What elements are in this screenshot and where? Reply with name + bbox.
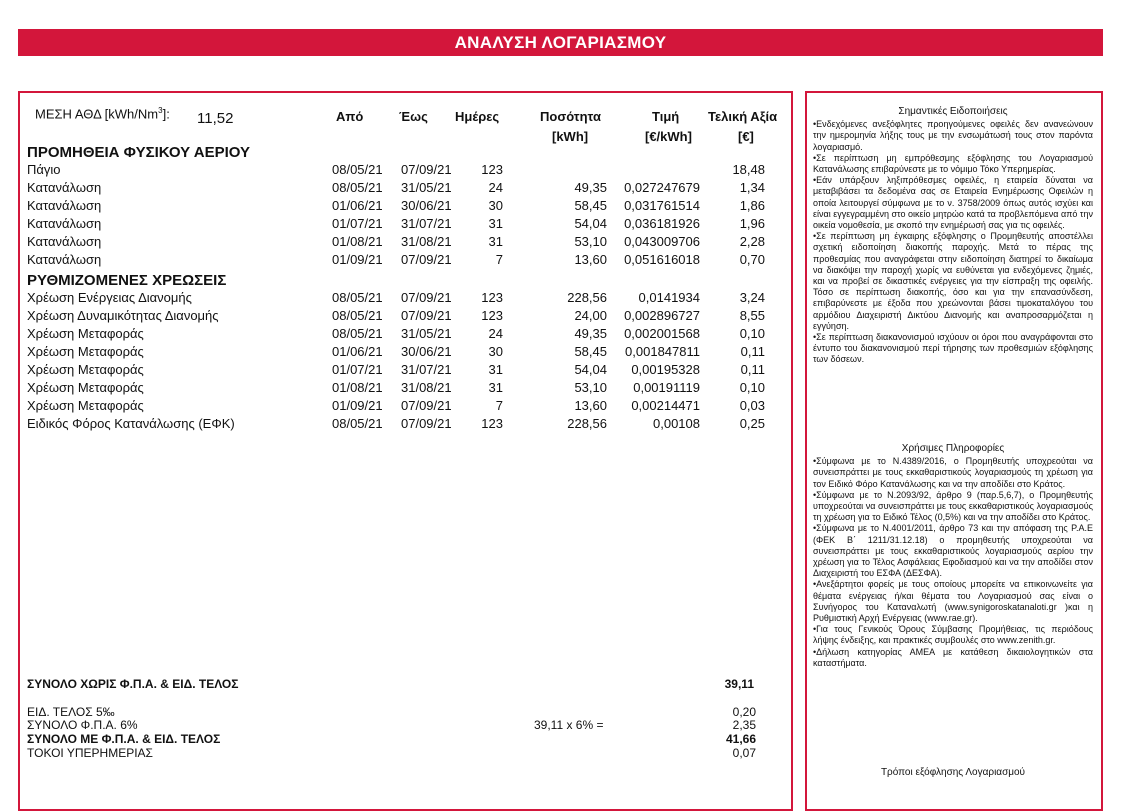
total-with-vat-value: 41,66 — [725, 732, 756, 746]
useful-info — [813, 443, 1093, 669]
row-quantity: 54,04 — [574, 216, 607, 231]
row-from-date: 08/05/21 — [332, 326, 383, 341]
row-days: 123 — [481, 416, 503, 431]
special-fee-label: ΕΙΔ. ΤΕΛΟΣ 5‰ — [27, 705, 115, 719]
row-description: Χρέωση Ενέργειας Διανομής — [27, 290, 192, 305]
row-description: Χρέωση Μεταφοράς — [27, 326, 144, 341]
col-header-to: Έως — [399, 109, 428, 124]
total-without-vat-label: ΣΥΝΟΛΟ ΧΩΡΙΣ Φ.Π.Α. & ΕΙΔ. ΤΕΛΟΣ — [27, 677, 239, 691]
row-description: Κατανάλωση — [27, 180, 102, 195]
special-fee-value: 0,20 — [732, 705, 756, 719]
row-days: 30 — [488, 198, 503, 213]
row-days: 123 — [481, 308, 503, 323]
row-quantity: 228,56 — [567, 416, 607, 431]
late-interest-value: 0,07 — [732, 746, 756, 760]
late-interest-label: ΤΟΚΟΙ ΥΠΕΡΗΜΕΡΙΑΣ — [27, 746, 153, 760]
row-days: 7 — [495, 252, 503, 267]
vat-total-label: ΣΥΝΟΛΟ Φ.Π.Α. 6% — [27, 718, 138, 732]
row-days: 123 — [481, 162, 503, 177]
info-paragraph: •Σύμφωνα με το Ν.4389/2016, ο Προμηθευτής υποχρεούται να συνεισπράττει με τους εκκαθαριστικούς λογαριασμούς τη χρέωση για τον Ειδικό Φόρο Κατανάλωσης και να την αποδίδει στο Κράτος. — [813, 456, 1093, 489]
important-notices-title: Σημαντικές Ειδοποιήσεις — [898, 106, 1008, 117]
row-from-date: 08/05/21 — [332, 308, 383, 323]
row-final-value: 0,10 — [739, 380, 765, 395]
row-price: 0,043009706 — [624, 234, 700, 249]
row-from-date: 01/06/21 — [332, 344, 383, 359]
row-final-value: 1,86 — [739, 198, 765, 213]
row-to-date: 31/08/21 — [401, 380, 452, 395]
col-header-final-value-unit: [€] — [738, 129, 754, 144]
row-from-date: 01/09/21 — [332, 398, 383, 413]
col-header-quantity-unit: [kWh] — [552, 129, 589, 144]
row-to-date: 07/09/21 — [401, 162, 452, 177]
row-quantity: 54,04 — [574, 362, 607, 377]
row-from-date: 01/09/21 — [332, 252, 383, 267]
vat-total-value: 2,35 — [732, 718, 756, 732]
row-to-date: 31/05/21 — [401, 180, 452, 195]
row-final-value: 0,10 — [739, 326, 765, 341]
row-from-date: 01/08/21 — [332, 380, 383, 395]
notice-paragraph: •Σε περίπτωση διακανονισμού ισχύουν οι όροι που αναγράφονται στο έντυπο του διακανονισμού περί τήρησης των προθεσμιών εξόφλησης των δόσεων. — [813, 332, 1093, 365]
page-title-banner — [18, 29, 1103, 56]
row-price: 0,00108 — [653, 416, 700, 431]
row-from-date: 01/06/21 — [332, 198, 383, 213]
notice-paragraph: •Σε περίπτωση μη έγκαιρης εξόφλησης ο Προμηθευτής αποστέλλει σχετική ειδοποίηση διακοπής παροχής. Μετά το πέρας της προθεσμίας που αναγράφεται στην ειδοποίηση διατηρεί το δικαίωμα να διακόψει την παροχή χωρίς να ευθύνεται για ενδεχόμενες ζημιές, και να προβεί σε δικαστικές ενέργειες για την είσπραξη της οφειλής. Τόσο σε περίπτωση διακοπής, όσο και για την επανασύνδεση, επιβαρύνεστε με έξοδα που χρεώνονται βάσει τιμοκαταλόγου του αρμόδιου Διαχειριστή Δικτύου Διανομής και αναπροσαρμόζεται η εγγύηση. — [813, 231, 1093, 331]
row-from-date: 01/07/21 — [332, 216, 383, 231]
row-to-date: 31/07/21 — [401, 362, 452, 377]
row-final-value: 2,28 — [739, 234, 765, 249]
section-title-gas-supply: ΠΡΟΜΗΘΕΙΑ ΦΥΣΙΚΟΥ ΑΕΡΙΟΥ — [27, 144, 251, 161]
row-price: 0,036181926 — [624, 216, 700, 231]
row-description: Κατανάλωση — [27, 216, 102, 231]
col-header-from: Από — [336, 109, 364, 124]
row-quantity: 13,60 — [574, 398, 607, 413]
row-price: 0,002001568 — [624, 326, 700, 341]
row-to-date: 30/06/21 — [401, 344, 452, 359]
col-header-quantity: Ποσότητα — [540, 109, 601, 124]
info-paragraph: •Σύμφωνα με το Ν.2093/92, άρθρο 9 (παρ.5,6,7), ο Προμηθευτής υποχρεούται να συνεισπράττει με τους εκκαθαριστικούς λογαριασμούς τη χρέωση για το Ειδικό Τέλος (0,5%) και να την αποδίδει στο Κράτος. — [813, 489, 1093, 523]
total-without-vat-value: 39,11 — [724, 677, 754, 691]
row-quantity: 13,60 — [574, 252, 607, 267]
row-quantity: 58,45 — [574, 344, 607, 359]
row-to-date: 31/08/21 — [401, 234, 452, 249]
row-to-date: 07/09/21 — [401, 252, 452, 267]
info-paragraph: •Σύμφωνα με το Ν.4001/2011, άρθρο 73 και την απόφαση της Ρ.Α.Ε (ΦΕΚ Β΄ 1211/31.12.18) ο προμηθευτής υποχρεούται να συνεισπράττει με τους εκκαθαριστικούς λογαριασμούς αερίου την χρέωση για το Τέλος Ασφάλειας Εφοδιασμού και να την αποδίδει στον Διαχειριστή του ΕΣΦΑ (ΔΕΣΦΑ). — [813, 523, 1093, 579]
col-header-price-unit: [€/kWh] — [645, 129, 692, 144]
row-to-date: 07/09/21 — [401, 416, 452, 431]
row-to-date: 31/07/21 — [401, 216, 452, 231]
row-days: 24 — [488, 326, 503, 341]
row-price: 0,051616018 — [624, 252, 700, 267]
row-final-value: 0,11 — [740, 362, 765, 377]
row-from-date: 08/05/21 — [332, 416, 383, 431]
important-notices — [813, 106, 1093, 366]
row-price: 0,027247679 — [624, 180, 700, 195]
row-description: Χρέωση Δυναμικότητας Διανομής — [27, 308, 219, 323]
info-paragraph: •Δήλωση κατηγορίας ΑΜΕΑ με κατάθεση δικαιολογητικών στα καταστήματα. — [813, 646, 1093, 668]
row-days: 7 — [495, 398, 503, 413]
row-days: 123 — [481, 290, 503, 305]
row-price: 0,00191119 — [633, 380, 700, 395]
row-final-value: 0,11 — [740, 344, 765, 359]
row-from-date: 08/05/21 — [332, 290, 383, 305]
row-description: Κατανάλωση — [27, 234, 102, 249]
row-final-value: 0,03 — [739, 398, 765, 413]
avg-gross-heat-value: 11,52 — [197, 110, 234, 127]
row-to-date: 07/09/21 — [401, 398, 452, 413]
row-quantity: 49,35 — [574, 326, 607, 341]
info-paragraph: •Για τους Γενικούς Όρους Σύμβασης Προμήθειας, τις περιόδους λήψης ένδειξης, και πρακτικές συμβουλές στο www.zenith.gr. — [813, 624, 1093, 646]
row-quantity: 53,10 — [574, 234, 607, 249]
row-description: Χρέωση Μεταφοράς — [27, 344, 144, 359]
row-description: Χρέωση Μεταφοράς — [27, 398, 144, 413]
row-price: 0,001847811 — [625, 344, 700, 359]
row-quantity: 24,00 — [574, 308, 607, 323]
row-price: 0,002896727 — [624, 308, 700, 323]
row-to-date: 07/09/21 — [401, 290, 452, 305]
row-days: 31 — [488, 362, 503, 377]
notice-paragraph: •Ενδεχόμενες ανεξόφλητες προηγούμενες οφειλές δεν ανανεώνουν την ημερομηνία λήξης τους με την ενσωμάτωσή τους στον παρόντα λογαριασμό. — [813, 119, 1093, 152]
row-from-date: 08/05/21 — [332, 162, 383, 177]
total-with-vat-label: ΣΥΝΟΛΟ ΜΕ Φ.Π.Α. & ΕΙΔ. ΤΕΛΟΣ — [27, 732, 221, 746]
col-header-price: Τιμή — [652, 109, 680, 124]
row-final-value: 8,55 — [739, 308, 765, 323]
row-description: Χρέωση Μεταφοράς — [27, 380, 144, 395]
row-description: Πάγιο — [27, 162, 61, 177]
row-from-date: 01/08/21 — [332, 234, 383, 249]
notice-paragraph: •Σε περίπτωση μη εμπρόθεσμης εξόφλησης του Λογαριασμού Κατανάλωσης επιβαρύνεστε με το νόμιμο Τόκο Υπερημερίας. — [813, 152, 1093, 175]
row-final-value: 0,70 — [739, 252, 765, 267]
row-final-value: 0,25 — [739, 416, 765, 431]
row-final-value: 18,48 — [732, 162, 765, 177]
row-days: 31 — [488, 380, 503, 395]
row-days: 30 — [488, 344, 503, 359]
row-quantity: 49,35 — [574, 180, 607, 195]
row-days: 31 — [488, 216, 503, 231]
row-days: 24 — [488, 180, 503, 195]
info-paragraph: •Ανεξάρτητοι φορείς με τους οποίους μπορείτε να επικοινωνείτε για θέματα ενέργειας ή/και θέματα του Λογαριασμού σας είναι ο Συνήγορος του Καταναλωτή (www.synigoroskatanaloti.gr )και η Ρυθμιστική Αρχή Ενέργειας (www.rae.gr). — [813, 579, 1093, 624]
notice-paragraph: •Εάν υπάρξουν ληξιπρόθεσμες οφειλές, η εταιρεία δύναται να μεταβιβάσει τα δεδομένα σας σε Εταιρεία Ενημέρωσης Οφειλών η οποία λειτουργεί σύμφωνα με το ν. 3758/2009 όπως αυτός ισχύει και είναι εγγεγραμμένη στο οικείο μητρώο κατά τα προβλεπόμενα από την οικεία νομοθεσία, με σκοπό την ενημέρωσή σας για τις οφειλές. — [813, 175, 1093, 231]
row-price: 0,031761514 — [624, 198, 700, 213]
row-quantity: 58,45 — [574, 198, 607, 213]
row-final-value: 3,24 — [739, 290, 765, 305]
row-final-value: 1,34 — [739, 180, 765, 195]
row-from-date: 01/07/21 — [332, 362, 383, 377]
row-days: 31 — [488, 234, 503, 249]
row-to-date: 07/09/21 — [401, 308, 452, 323]
row-description: Χρέωση Μεταφοράς — [27, 362, 144, 377]
row-quantity: 228,56 — [567, 290, 607, 305]
row-price: 0,0141934 — [638, 290, 700, 305]
vat-calculation: 39,11 x 6% = — [534, 718, 604, 732]
row-to-date: 30/06/21 — [401, 198, 452, 213]
row-description: Κατανάλωση — [27, 198, 102, 213]
col-header-days: Ημέρες — [455, 109, 500, 124]
row-to-date: 31/05/21 — [401, 326, 452, 341]
avg-gross-heat-value-label: ΜΕΣΗ ΑΘΔ [kWh/Nm$^3$]: — [35, 106, 170, 122]
useful-info-title: Χρήσιμες Πληροφορίες — [901, 443, 1005, 454]
col-header-final-value: Τελική Αξία — [708, 109, 778, 124]
row-quantity: 53,10 — [574, 380, 607, 395]
row-price: 0,00195328 — [631, 362, 700, 377]
page-title: ΑΝΑΛΥΣΗ ΛΟΓΑΡΙΑΣΜΟΥ — [454, 32, 667, 52]
row-description: Ειδικός Φόρος Κατανάλωσης (ΕΦΚ) — [27, 416, 235, 431]
payment-methods — [813, 767, 1093, 780]
payment-methods-title: Τρόποι εξόφλησης Λογαριασμού — [880, 767, 1026, 778]
section-title-regulated-charges: ΡΥΘΜΙΖΟΜΕΝΕΣ ΧΡΕΩΣΕΙΣ — [27, 272, 227, 289]
row-description: Κατανάλωση — [27, 252, 102, 267]
row-from-date: 08/05/21 — [332, 180, 383, 195]
row-final-value: 1,96 — [739, 216, 765, 231]
row-price: 0,00214471 — [631, 398, 700, 413]
